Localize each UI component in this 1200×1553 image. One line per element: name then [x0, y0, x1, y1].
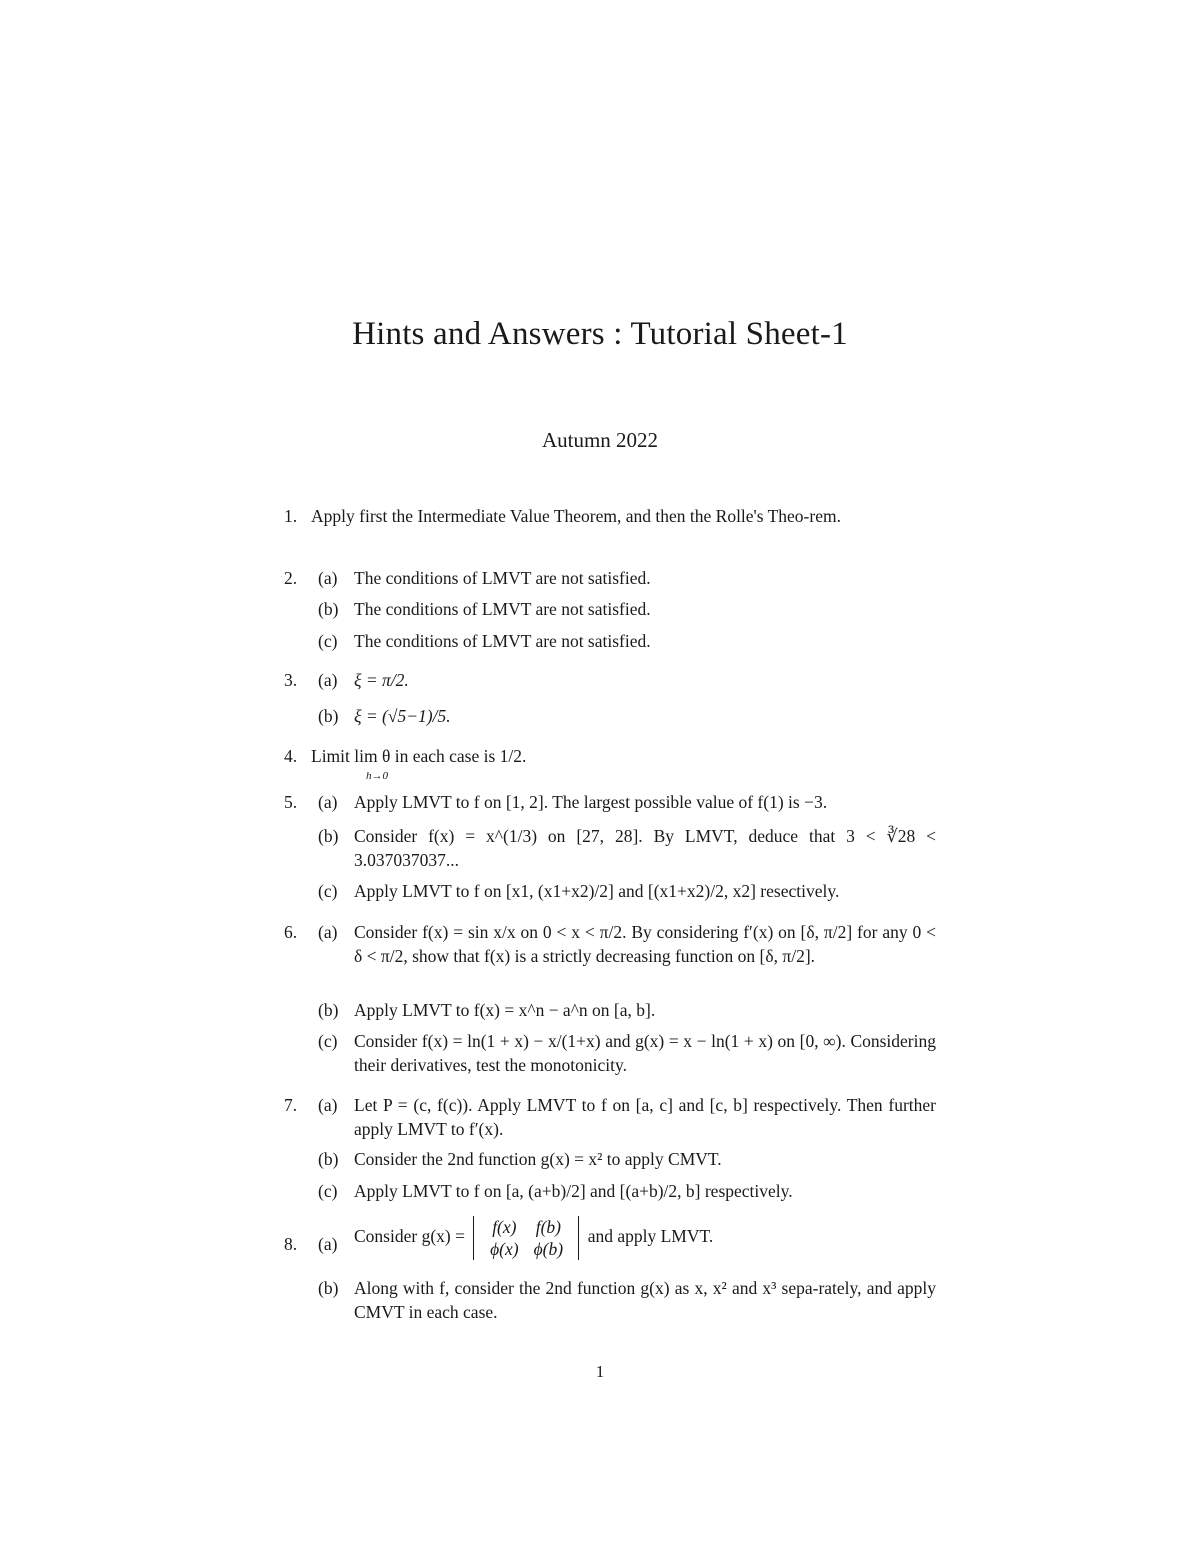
subitem-text: Apply LMVT to f(x) = x^n − a^n on [a, b].	[354, 1000, 656, 1020]
matrix-cell: ϕ(b)	[533, 1239, 564, 1259]
document-subtitle: Autumn 2022	[541, 428, 659, 452]
item-number: 2.	[284, 568, 298, 588]
subitem-label: (a)	[318, 1234, 338, 1254]
subitem-label: (b)	[318, 1278, 339, 1298]
subitem-label: (a)	[318, 922, 338, 942]
item-number: 1.	[284, 506, 298, 526]
subitem-text: Consider f(x) = ln(1 + x) − x/(1+x) and g(x) = x − ln(1 + x) on [0, ∞). Considering their derivatives, test the monotonicity.	[354, 1031, 936, 1075]
subitem-text: Consider f(x) = x^(1/3) on [27, 28]. By LMVT, deduce that 3 < ∛28 < 3.037037037...	[354, 826, 936, 870]
limit-subscript: h→0	[366, 770, 388, 782]
subitem-label: (b)	[318, 826, 339, 846]
subitem-text: ξ = π/2.	[354, 670, 409, 690]
document-title: Hints and Answers : Tutorial Sheet-1	[352, 316, 848, 352]
item-number: 7.	[284, 1095, 298, 1115]
subitem-text: Apply LMVT to f on [1, 2]. The largest possible value of f(1) is −3.	[354, 792, 828, 812]
subitem-text: Consider f(x) = sin x/x on 0 < x < π/2. By considering f′(x) on [δ, π/2] for any 0 < δ < π/2, show that f(x) is a strictly decreasing function on [δ, π/2].	[354, 922, 936, 966]
subitem-label: (a)	[318, 670, 338, 690]
text-after-matrix: and apply LMVT.	[587, 1226, 714, 1247]
subitem-text: Consider the 2nd function g(x) = x² to apply CMVT.	[354, 1149, 722, 1169]
subitem-text: Apply LMVT to f on [x1, (x1+x2)/2] and [(x1+x2)/2, x2] resectively.	[354, 881, 840, 901]
subitem-text: The conditions of LMVT are not satisfied.	[354, 631, 651, 651]
page-number: 1	[595, 1362, 605, 1381]
item-text	[311, 744, 936, 768]
subitem-text: The conditions of LMVT are not satisfied.	[354, 599, 651, 619]
matrix-cell: f(b)	[535, 1217, 561, 1237]
item-number: 4.	[284, 746, 298, 766]
subitem-label: (b)	[318, 1000, 339, 1020]
subitem-label: (b)	[318, 1149, 339, 1169]
text-before-matrix: Consider g(x) =	[354, 1226, 465, 1247]
subitem-label: (a)	[318, 792, 338, 812]
item-number: 5.	[284, 792, 298, 812]
subitem-label: (c)	[318, 1181, 338, 1201]
subitem-text: The conditions of LMVT are not satisfied.	[354, 568, 651, 588]
subitem-label: (a)	[318, 568, 338, 588]
subitem-label: (b)	[318, 599, 339, 619]
subitem-label: (b)	[318, 706, 339, 726]
matrix-cell: ϕ(x)	[490, 1239, 519, 1259]
item-number: 8.	[284, 1234, 298, 1254]
subitem-label: (c)	[318, 1031, 338, 1051]
subitem-label: (c)	[318, 881, 338, 901]
subitem-text: Let P = (c, f(c)). Apply LMVT to f on [a, c] and [c, b] respectively. Then further apply LMVT to f′(x).	[354, 1095, 936, 1139]
subitem-text	[354, 1216, 936, 1260]
item-number: 6.	[284, 922, 298, 942]
subitem-label: (c)	[318, 631, 338, 651]
subitem-text: Apply LMVT to f on [a, (a+b)/2] and [(a+b)/2, b] respectively.	[354, 1181, 793, 1201]
item-text: Apply first the Intermediate Value Theorem, and then the Rolle's Theo-rem.	[311, 506, 841, 526]
item-text-main: Limit lim θ in each case is 1/2.	[311, 746, 527, 766]
determinant-matrix	[473, 1216, 579, 1260]
subitem-text: Along with f, consider the 2nd function g(x) as x, x² and x³ sepa-rately, and apply CMVT in each case.	[354, 1278, 936, 1322]
matrix-cell: f(x)	[492, 1217, 517, 1237]
subitem-label: (a)	[318, 1095, 338, 1115]
item-number: 3.	[284, 670, 298, 690]
subitem-text: ξ = (√5−1)/5.	[354, 706, 451, 726]
